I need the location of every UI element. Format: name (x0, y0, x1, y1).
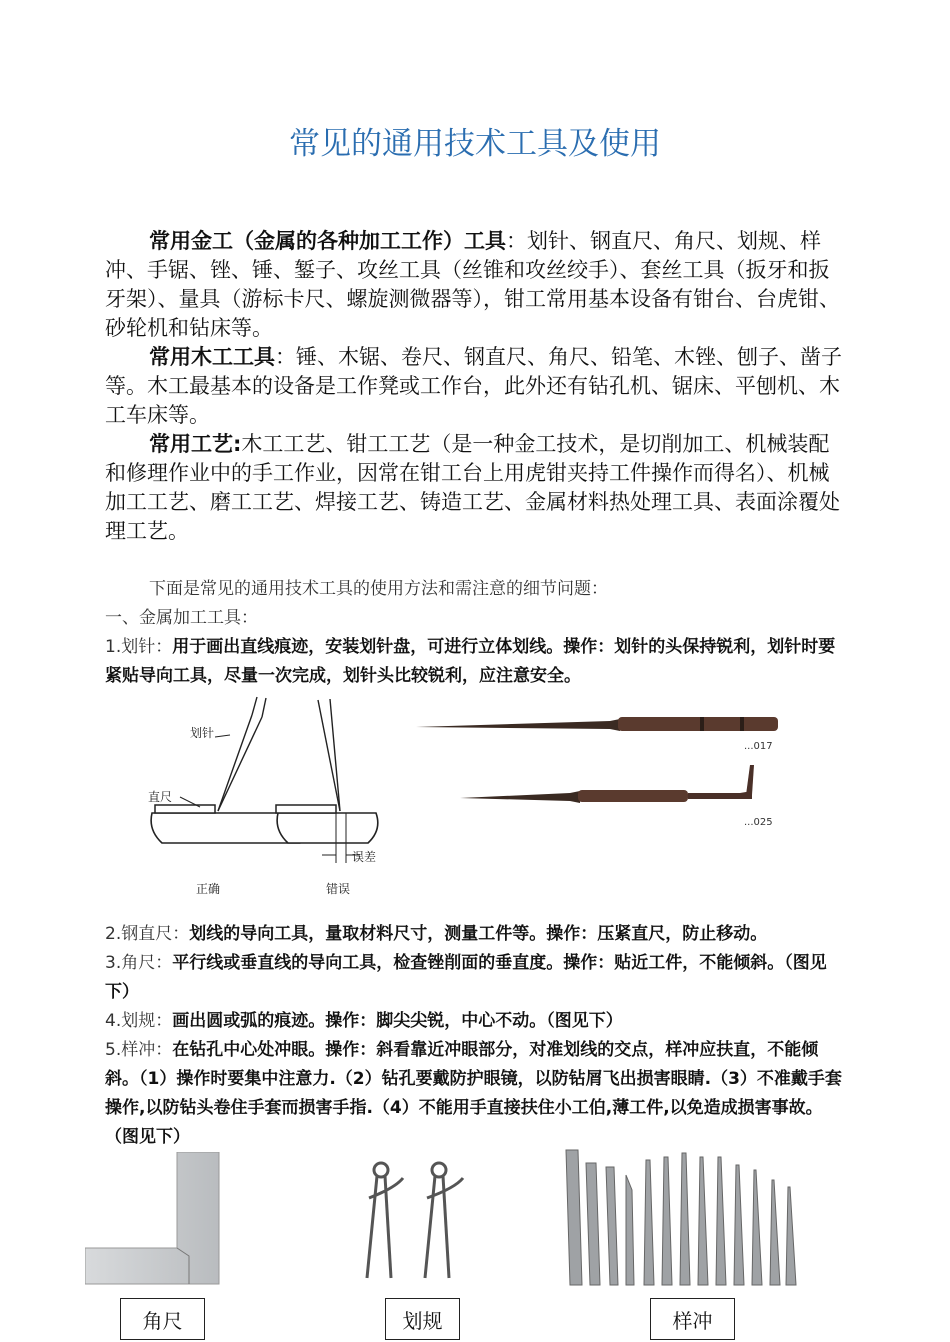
svg-text:...017: ...017 (744, 741, 773, 752)
square-image (85, 1152, 225, 1287)
scriber-photo-017 (416, 717, 778, 752)
diagram-correct (148, 697, 312, 896)
divider-image (355, 1158, 490, 1288)
section-heading-metal: 一、金属加工工具： (105, 608, 258, 628)
label-correct: 正确 (196, 882, 221, 896)
scriber-figure (140, 695, 800, 905)
label-ruler: 直尺 (148, 790, 173, 804)
intro-paragraph-woodwork: 常用木工工具：锤、木锯、卷尺、钢直尺、角尺、铅笔、木锉、刨子、凿子等。木工最基本的设备是工作凳或工作台，此外还有钻孔机、锯床、平刨机、木工车床等。 (105, 345, 842, 427)
label-wrong: 错误 (326, 882, 351, 896)
caption-divider: 划规 (385, 1298, 460, 1340)
caption-square: 角尺 (120, 1298, 205, 1340)
intro-paragraph-metalwork: 常用金工（金属的各种加工工作）工具：划针、钢直尺、角尺、划规、样冲、手锯、锉、锤、錾子、攻丝工具（丝锥和攻丝绞手）、套丝工具（扳牙和扳牙架）、量具（游标卡尺、螺旋测微器等），钳工常用基本设备有钳台、台虎钳、砂轮机和钻床等。 (105, 229, 840, 340)
punch-set-image (560, 1145, 800, 1295)
item-scriber: 1.划针：用于画出直线痕迹，安装划针盘，可进行立体划线。操作：划针的头保持锐利，划针时要紧贴导向工具，尽量一次完成，划针头比较锐利，应注意安全。 (105, 637, 836, 686)
svg-text:...025: ...025 (744, 817, 773, 828)
label-error: 误差 (352, 850, 377, 864)
label-scriber: 划针 (190, 726, 215, 740)
item-divider: 4.划规：画出圆或弧的痕迹。操作：脚尖尖锐，中心不动。（图见下） (105, 1011, 623, 1031)
caption-punch: 样冲 (650, 1298, 735, 1340)
page-title: 常见的通用技术工具及使用 (289, 126, 661, 162)
scriber-photo-025 (460, 765, 773, 828)
item-square: 3.角尺：平行线或垂直线的导向工具，检查锉削面的垂直度。操作：贴近工件，不能倾斜。（图见下） (105, 953, 827, 1002)
lead-text: 下面是常见的通用技术工具的使用方法和需注意的细节问题： (149, 579, 608, 599)
diagram-wrong (276, 699, 378, 896)
intro-paragraph-process: 常用工艺:木工工艺、钳工工艺（是一种金工技术，是切削加工、机械装配和修理作业中的手工作业，因常在钳工台上用虎钳夹持工件操作而得名）、机械加工工艺、磨工工艺、焊接工艺、铸造工艺、金属材料热处理工具、表面涂覆处理工艺。 (105, 432, 840, 543)
item-steel-ruler: 2.钢直尺：划线的导向工具，量取材料尺寸，测量工件等。操作：压紧直尺，防止移动。 (105, 924, 768, 944)
item-punch: 5.样冲：在钻孔中心处冲眼。操作：斜看靠近冲眼部分，对准划线的交点，样冲应扶直，不能倾斜。（1）操作时要集中注意力.（2）钻孔要戴防护眼镜，以防钻屑飞出损害眼睛.（3）不准戴手套操作,以防钻头卷住手套而损害手指.（4）不能用手直接扶住小工伯,薄工件,以免造成损害事故。 （图见下） (105, 1040, 842, 1147)
